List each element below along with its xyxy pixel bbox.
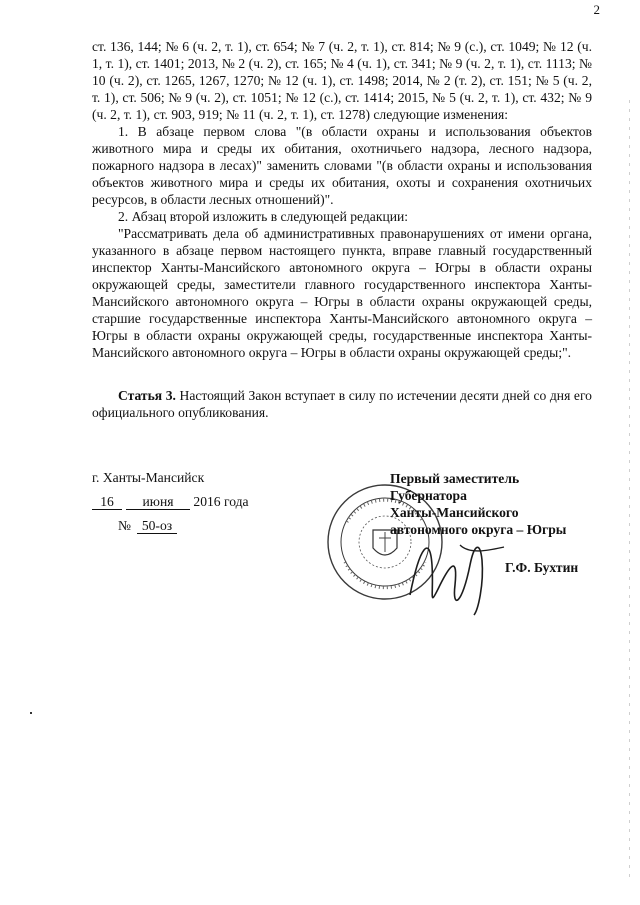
signer-title-line: Ханты-Мансийского — [390, 505, 519, 520]
date-day: 16 — [92, 494, 122, 510]
quoted-text-paragraph: "Рассматривать дела об административных правонарушениях от имени органа, указанного в абзаце первом настоящего пункта, вправе главный государственный инспектор Ханты-Мансийского автономного округа – Югры в области охраны окружающей среды, заместители главного государственного инспектора Ханты-Мансийского автономного округа – Югры в области охраны окружающей среды, старшие государственные инспектора Ханты-Мансийского автономного округа – Югры в области охраны окружающей среды, государственные инспектора Ханты-Мансийского автономного округа – Югры в области охраны окружающей среды;". — [92, 226, 592, 360]
article-3-title: Статья 3. — [118, 388, 176, 403]
item-1-paragraph: 1. В абзаце первом слова "(в области охраны и использования объектов животного мира и среды их обитания, охотничьего надзора, лесного надзора, пожарного надзора в лесах)" заменить словами "(в области охраны и использования объектов животного мира и среды их обитания, охоты и сохранения охотничьих ресурсов, в области лесных отношений)". — [92, 124, 592, 207]
signer-title — [390, 470, 566, 538]
intro-paragraph: ст. 136, 144; № 6 (ч. 2, т. 1), ст. 654; № 7 (ч. 2, т. 1), ст. 814; № 9 (с.), ст. 1049; № 12 (ч. 1, т. 1), ст. 1401; 2013, № 2 (ч. 2), ст. 165; № 4 (ч. 1), ст. 341; № 9 (ч. 2, т. 1), ст. 1113; № 10 (ч. 2), ст. 1265, 1267, 1270; № 12 (ч. 1), ст. 1498; 2014, № 2 (т. 2), ст. 151; № 5 (ч. 2, т. 1), ст. 506; № 9 (ч. 2), ст. 1051; № 12 (с.), ст. 1414; 2015, № 5 (ч. 2, т. 1), ст. 432; № 9 (ч. 2, т. 1), ст. 903, 919; № 11 (ч. 2, т. 1), ст. 1278) следующие изменения: — [92, 39, 592, 122]
adoption-date — [92, 494, 249, 510]
page-number: 2 — [593, 2, 600, 17]
handwritten-signature-icon — [400, 525, 510, 620]
law-number — [118, 518, 177, 534]
signer-name: Г.Ф. Бухтин — [505, 560, 579, 575]
signer-title-line: автономного округа – Югры — [390, 522, 567, 537]
article-3-paragraph — [92, 387, 592, 421]
law-body-text — [92, 38, 592, 421]
scan-edge-artifact — [629, 100, 630, 880]
city-name: г. Ханты-Мансийск — [92, 470, 205, 485]
date-month: июня — [126, 494, 190, 510]
article-3-text: Настоящий Закон вступает в силу по истечении десяти дней со дня его официального опубликования. — [92, 388, 592, 420]
item-2-paragraph: 2. Абзац второй изложить в следующей редакции: — [118, 209, 409, 224]
date-year: 2016 года — [193, 494, 249, 509]
scan-speck — [30, 712, 32, 714]
signer-title-line: Губернатора — [390, 488, 467, 503]
law-number-prefix: № — [118, 518, 131, 533]
signer-title-line: Первый заместитель — [390, 471, 520, 486]
law-number-value: 50-оз — [137, 518, 177, 534]
